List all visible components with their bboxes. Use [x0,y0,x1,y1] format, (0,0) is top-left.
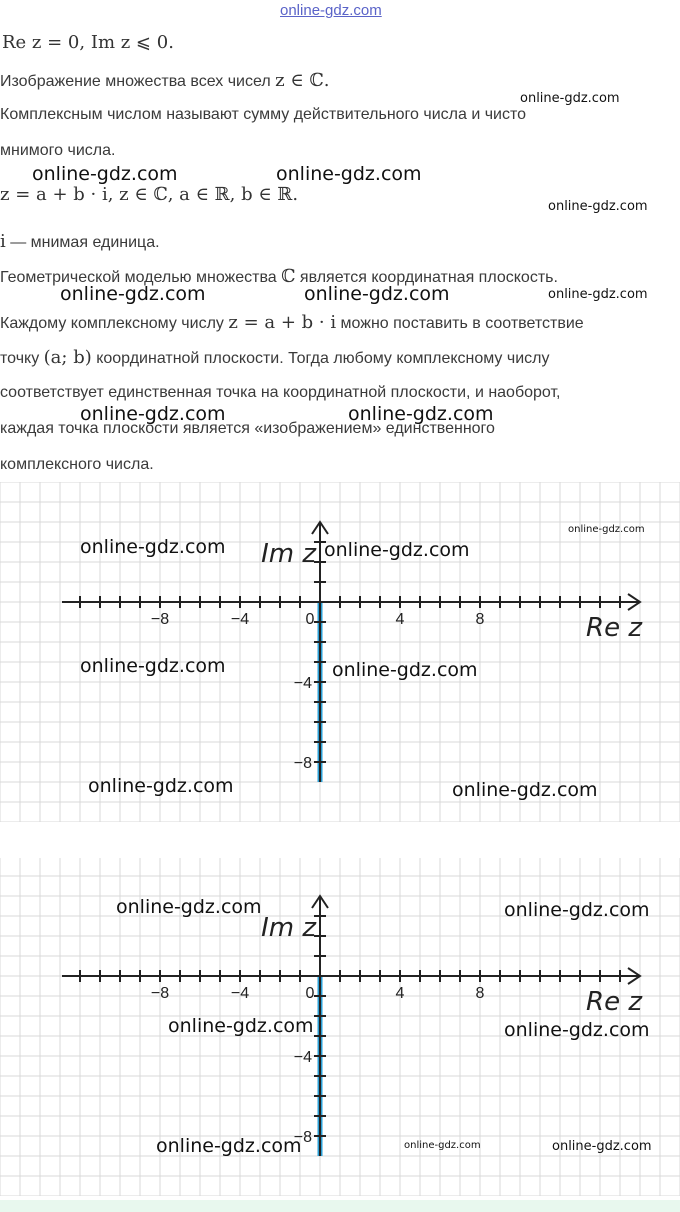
watermark: online-gdz.com [452,779,598,801]
site-link[interactable]: online-gdz.com [280,2,382,19]
x-tick-label: 0 [305,985,315,1002]
x-tick-label: 0 [305,611,315,628]
text-line-7-a: точку [0,350,44,367]
text-line-4-text: — мнимая единица. [5,234,160,251]
x-axis-label: Re z [586,987,642,1017]
x-tick-label: −4 [230,611,250,628]
bottom-strip [0,1200,680,1212]
watermark: online-gdz.com [88,775,234,797]
watermark: online-gdz.com [60,283,206,305]
text-line-5-b: является координатная плоскость. [295,269,558,286]
watermark: online-gdz.com [404,1140,481,1151]
watermark: online-gdz.com [324,539,470,561]
problem-condition: Re z = 0, Im z ⩽ 0. [2,32,174,53]
x-tick-label: 4 [395,985,405,1002]
y-tick-label: −4 [293,1049,312,1066]
watermark: online-gdz.com [552,1139,652,1154]
text-line-2: Комплексным числом называют сумму действительного числа и чисто [0,106,527,123]
y-tick-label: −4 [293,675,312,692]
x-tick-label: 8 [475,611,485,628]
watermark: online-gdz.com [520,91,620,106]
text-line-1 [0,70,329,91]
text-line-6-a: Каждому комплексному числу [0,315,229,332]
text-line-4 [0,231,160,252]
watermark: online-gdz.com [304,283,450,305]
watermark: online-gdz.com [116,896,262,918]
text-line-6-b: можно поставить в соответствие [336,315,584,332]
watermark: online-gdz.com [348,403,494,425]
watermark: online-gdz.com [80,536,226,558]
y-axis-label: Im z [261,913,316,943]
watermark: online-gdz.com [80,403,226,425]
text-line-5-a: Геометрической моделью множества [0,269,282,286]
watermark: online-gdz.com [504,899,650,921]
watermark: online-gdz.com [548,287,648,302]
text-line-6-math: z = a + b · i [228,312,337,333]
text-line-9: каждая точка плоскости является «изображением» единственного [0,420,495,437]
text-line-10: комплексного числа. [0,456,154,473]
text-line-1-math: z ∈ ℂ. [275,70,330,91]
watermark: online-gdz.com [276,163,422,185]
x-tick-label: −8 [150,611,170,628]
y-tick-label: −8 [293,755,312,772]
watermark: online-gdz.com [80,655,226,677]
watermark: online-gdz.com [548,199,648,214]
watermark: online-gdz.com [156,1135,302,1157]
y-tick-label: −8 [293,1129,312,1146]
text-line-7-math: (a; b) [43,347,92,368]
x-tick-label: 8 [475,985,485,1002]
text-line-7-b: координатной плоскости. Тогда любому комплексному числу [91,350,550,367]
text-line-1-text: Изображение множества всех чисел [0,73,276,90]
text-line-5-math: ℂ [281,266,296,287]
watermark: online-gdz.com [32,163,178,185]
watermark: online-gdz.com [568,524,645,535]
text-line-7 [0,347,549,368]
watermark: online-gdz.com [504,1019,650,1041]
text-line-6 [0,312,584,333]
text-line-3: мнимого числа. [0,142,116,159]
x-tick-label: −8 [150,985,170,1002]
watermark: online-gdz.com [168,1015,314,1037]
watermark: online-gdz.com [332,659,478,681]
x-tick-label: −4 [230,985,250,1002]
y-axis-label: Im z [261,539,316,569]
x-tick-label: 4 [395,611,405,628]
text-line-4-math: i [0,231,6,252]
text-line-8: соответствует единственная точка на координатной плоскости, и наоборот, [0,384,561,401]
x-axis-label: Re z [586,613,642,643]
complex-number-formula: z = a + b · i, z ∈ ℂ, a ∈ ℝ, b ∈ ℝ. [0,184,299,205]
